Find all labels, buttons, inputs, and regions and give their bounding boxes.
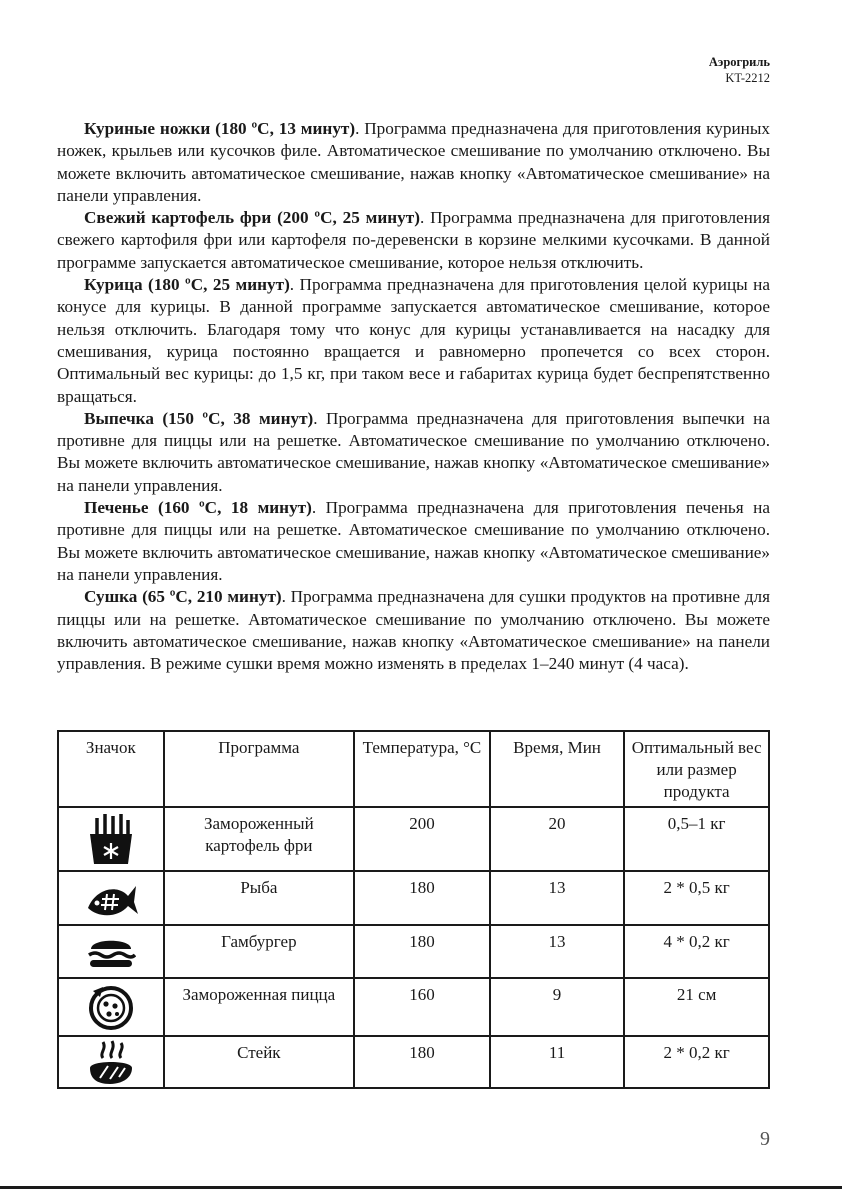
header-program: Программа [164, 731, 354, 807]
cell-time: 11 [490, 1036, 624, 1088]
table-row [58, 1036, 769, 1088]
cell-weight: 2 * 0,5 кг [624, 871, 769, 925]
cell-time: 13 [490, 925, 624, 978]
cell-temperature: 180 [354, 925, 490, 978]
header-weight: Оптимальный вес или размер продукта [624, 731, 769, 807]
paragraph [57, 586, 770, 675]
cell-program: Стейк [164, 1036, 354, 1088]
cell-temperature: 160 [354, 978, 490, 1036]
paragraph [57, 274, 770, 408]
paragraph-text: . Программа предназначена для приготовления куриных ножек, крыльев или кусочков филе. Автоматическое смешивание по умолчанию отключено. Вы можете включить автоматическое смешивание, нажав кнопку «Автоматическое смешивание» на панели управления. [57, 119, 770, 205]
cell-program: Рыба [164, 871, 354, 925]
frozen-fries-icon [87, 812, 135, 866]
header-temperature: Температура, °C [354, 731, 490, 807]
cell-weight: 21 см [624, 978, 769, 1036]
table-row [58, 925, 769, 978]
cell-program: Замороженный картофель фри [164, 807, 354, 871]
paragraph-title: Сушка (65 ºC, 210 минут) [84, 587, 282, 607]
cell-temperature: 180 [354, 871, 490, 925]
header-time: Время, Мин [490, 731, 624, 807]
paragraph-text: . Программа предназначена для приготовления выпечки на противне для пиццы или на решетке. Автоматическое смешивание по умолчанию отключено. Вы можете включить автоматическое смешивание, нажав кнопку «Автоматическое смешивание» на панели управления. [57, 408, 770, 495]
header-icon: Значок [58, 731, 164, 807]
cell-weight: 2 * 0,2 кг [624, 1036, 769, 1088]
paragraph [57, 118, 770, 207]
paragraph-title: Куриные ножки (180 ºC, 13 минут) [84, 119, 356, 138]
table-header-row [58, 731, 769, 807]
header-model: KT-2212 [725, 71, 770, 85]
cell-program: Гамбургер [164, 925, 354, 978]
paragraph-text: . Программа предназначена для сушки продуктов на противне для пиццы или на решетке. Автоматическое смешивание по умолчанию отключено. Вы можете включить автоматическое смешивание, нажав кнопку «Автоматическое смешивание» на панели управления. В режиме сушки время можно изменять в пределах 1–240 минут (4 часа). [57, 587, 770, 674]
paragraph-text: . Программа предназначена для приготовления целой курицы на конусе для курицы. В данной программе запускается автоматическое смешивание, которое нельзя отключить. Благодаря тому что конус для курицы устанавливается на насадку для смешивания, курица постоянно вращается и равномерно пропечется со всех сторон. Оптимальный вес курицы: до 1,5 кг, при таком весе и габаритах курица будет беспрепятственно вращаться. [57, 275, 771, 406]
programs-table [57, 730, 770, 1089]
paragraph-text: . Программа предназначена для приготовления печенья на противне для пиццы или на решетке. Автоматическое смешивание по умолчанию отключено. Вы можете включить автоматическое смешивание, нажав кнопку «Автоматическое смешивание» на панели управления. [57, 498, 770, 584]
paragraph [57, 207, 770, 274]
paragraph [57, 497, 770, 586]
paragraph-title: Курица (180 ºC, 25 минут) [84, 275, 290, 295]
paragraph-title: Выпечка (150 ºC, 38 минут) [84, 408, 314, 428]
table-row [58, 807, 769, 871]
paragraph [57, 408, 770, 497]
paragraph-text: . Программа предназначена для приготовления свежего картофиля фри или картофеля по-деревенски в корзине мелкими кусочками. В данной программе запускается автоматическое смешивание, которое нельзя отключить. [57, 208, 770, 272]
header-brand: Аэрогриль [708, 55, 770, 69]
cell-time: 20 [490, 807, 624, 871]
table-row [58, 871, 769, 925]
page-number: 9 [760, 1128, 770, 1150]
cell-program: Замороженная пицца [164, 978, 354, 1036]
burger-icon [86, 934, 136, 970]
frozen-pizza-icon [87, 983, 135, 1031]
cell-time: 13 [490, 871, 624, 925]
program-descriptions [57, 118, 770, 675]
table-row [58, 978, 769, 1036]
paragraph-title: Печенье (160 ºC, 18 минут) [84, 498, 312, 518]
cell-time: 9 [490, 978, 624, 1036]
page-header [709, 54, 770, 86]
steak-icon [86, 1038, 136, 1086]
cell-temperature: 180 [354, 1036, 490, 1088]
cell-temperature: 200 [354, 807, 490, 871]
paragraph-title: Свежий картофель фри (200 ºC, 25 минут) [84, 208, 420, 228]
fish-icon [84, 878, 138, 918]
cell-weight: 4 * 0,2 кг [624, 925, 769, 978]
cell-weight: 0,5–1 кг [624, 807, 769, 871]
